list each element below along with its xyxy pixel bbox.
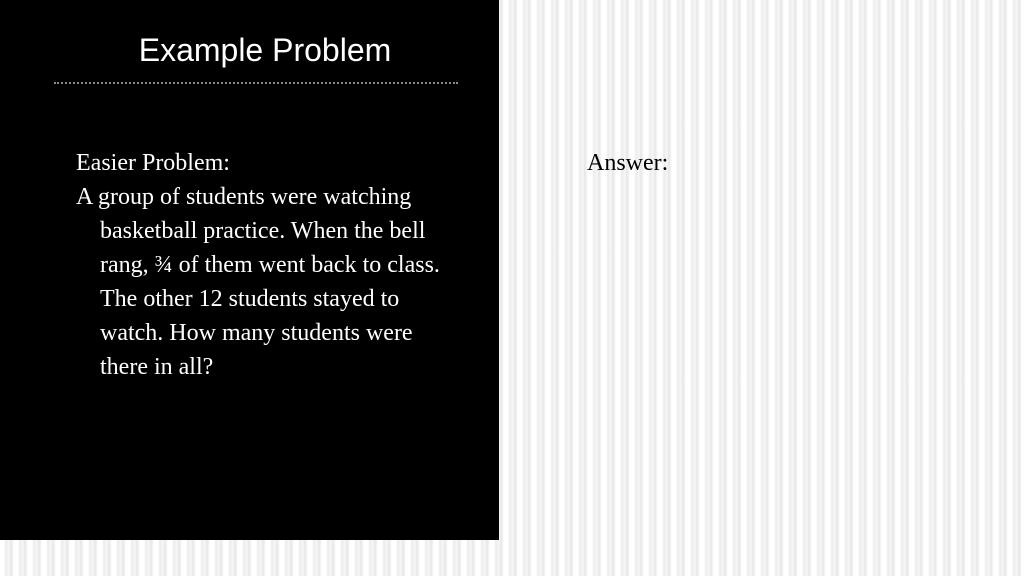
problem-panel bbox=[0, 0, 499, 540]
problem-text: A group of students were watching basketball practice. When the bell rang, ¾ of them went back to class. The other 12 students stayed to watch. How many students were there in all? bbox=[76, 184, 440, 380]
zigzag-edge bbox=[0, 520, 499, 540]
problem-content bbox=[76, 146, 446, 384]
answer-label: Answer: bbox=[587, 150, 669, 176]
title-divider bbox=[54, 82, 458, 86]
problem-heading: Easier Problem: bbox=[76, 150, 230, 176]
slide-title: Example Problem bbox=[138, 32, 392, 68]
